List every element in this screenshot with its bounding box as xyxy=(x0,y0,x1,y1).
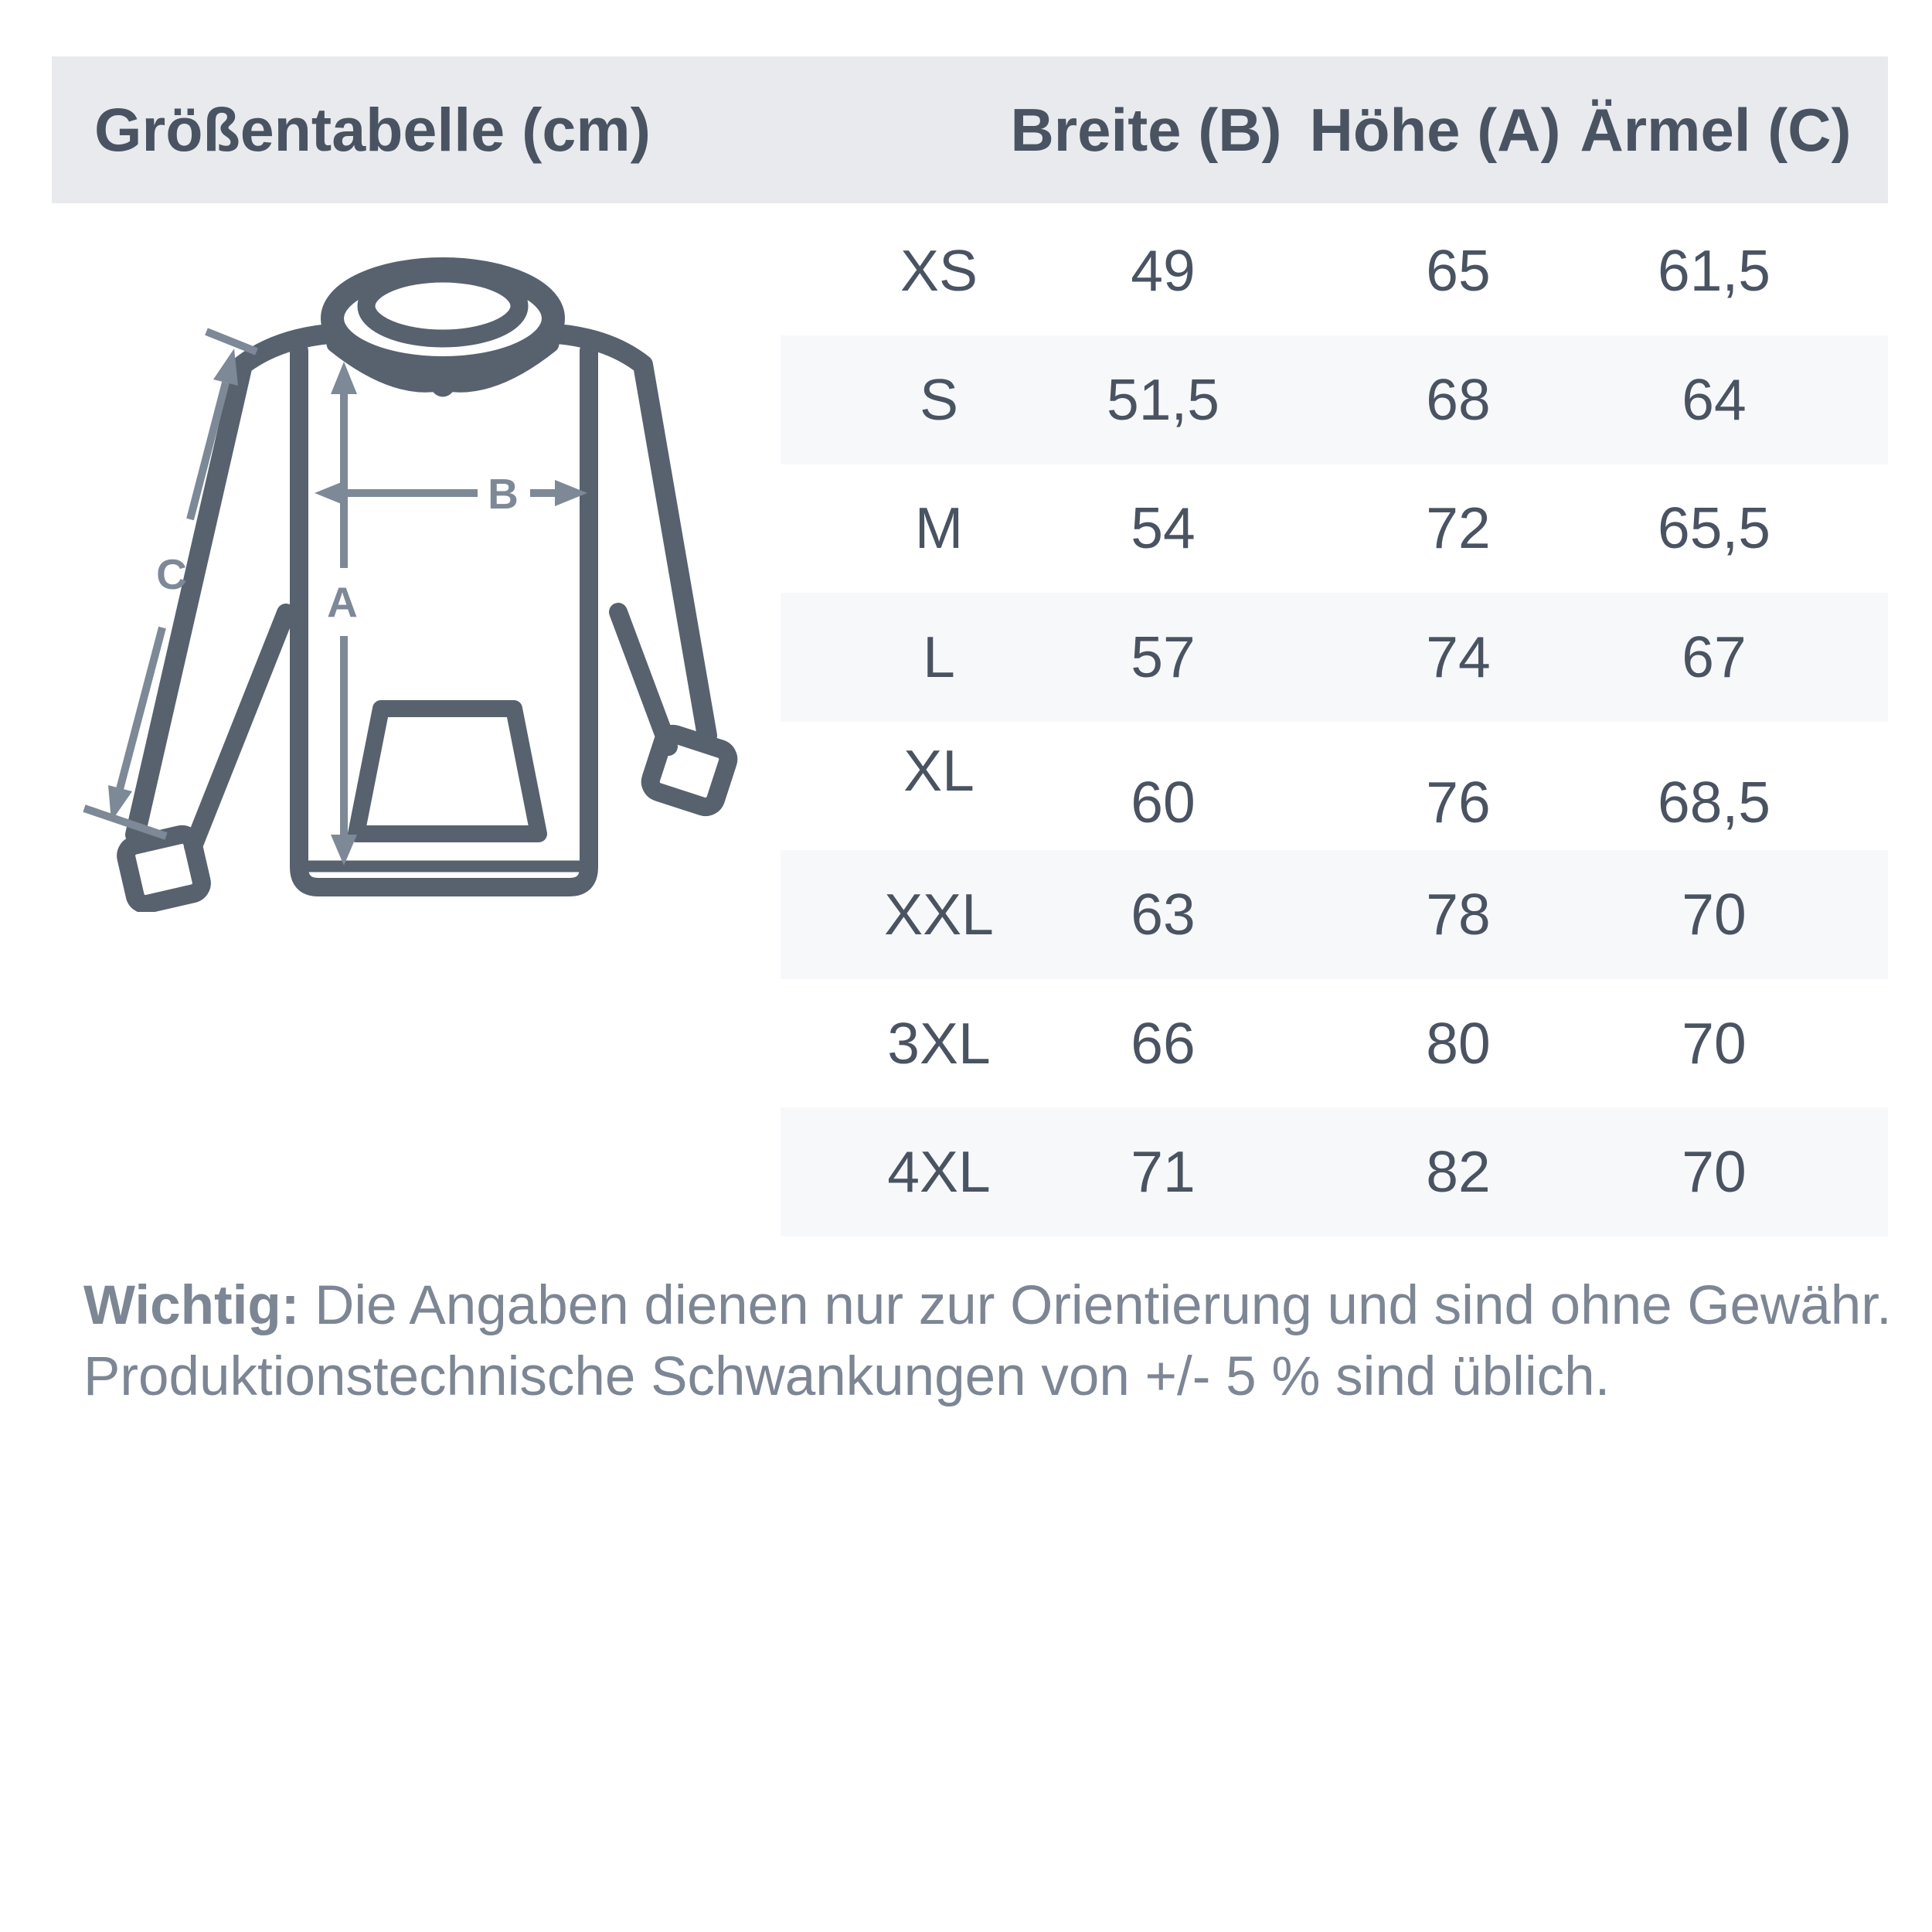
hoodie-outline xyxy=(124,269,731,906)
pocket-outline xyxy=(356,709,539,834)
table-row xyxy=(781,593,1888,722)
measure-arrow-b xyxy=(315,480,587,506)
hoehe-value: 82 xyxy=(1426,1139,1491,1204)
page-title: Größentabelle (cm) xyxy=(94,95,651,164)
aermel-value: 70 xyxy=(1682,1139,1747,1204)
hoehe-value: 76 xyxy=(1426,770,1491,835)
size-label: S xyxy=(919,367,959,432)
hoehe-value: 72 xyxy=(1426,495,1491,560)
hoodie-diagram-svg xyxy=(46,216,819,912)
table-row xyxy=(781,721,1888,850)
aermel-value: 68,5 xyxy=(1658,770,1770,835)
table-row xyxy=(781,979,1888,1108)
hoodie-measurement-diagram xyxy=(46,216,819,912)
measure-label-b: B xyxy=(488,470,519,518)
measure-label-a: A xyxy=(327,578,358,626)
left-cuff xyxy=(124,832,203,906)
hoehe-value: 65 xyxy=(1426,238,1491,303)
size-table xyxy=(781,206,1888,1236)
aermel-value: 70 xyxy=(1682,1011,1747,1076)
size-label: XL xyxy=(903,738,975,803)
column-header-hoehe: Höhe (A) xyxy=(1309,96,1561,164)
aermel-value: 67 xyxy=(1682,624,1747,689)
aermel-value: 65,5 xyxy=(1658,495,1770,560)
disclaimer-text-2: Produktionstechnische Schwankungen von +/- 5 % sind üblich. xyxy=(83,1346,1611,1407)
size-label: 4XL xyxy=(887,1139,991,1204)
breite-value: 71 xyxy=(1131,1139,1196,1204)
table-row xyxy=(781,850,1888,979)
column-header-aermel: Ärmel (C) xyxy=(1580,96,1852,164)
right-shoulder-sleeve-outline xyxy=(547,333,707,736)
right-cuff xyxy=(648,731,731,809)
disclaimer-bold-prefix: Wichtig: xyxy=(83,1275,300,1336)
size-label: XS xyxy=(900,238,978,303)
aermel-value: 61,5 xyxy=(1658,238,1770,303)
left-sleeve-inner-outline xyxy=(193,613,286,846)
disclaimer-line-2 xyxy=(83,1338,1610,1416)
measurement-arrows xyxy=(84,332,587,866)
measure-label-c: C xyxy=(156,550,187,598)
right-sleeve-inner-outline xyxy=(618,612,668,747)
breite-value: 63 xyxy=(1131,882,1196,947)
breite-value: 57 xyxy=(1131,624,1196,689)
size-label: M xyxy=(914,495,964,560)
size-label: XXL xyxy=(884,882,994,947)
breite-value: 54 xyxy=(1131,495,1196,560)
table-row xyxy=(781,1107,1888,1236)
disclaimer-line-1 xyxy=(83,1267,1892,1345)
table-row xyxy=(781,206,1888,335)
hoehe-value: 80 xyxy=(1426,1011,1491,1076)
hoehe-value: 78 xyxy=(1426,882,1491,947)
table-row xyxy=(781,464,1888,593)
breite-value: 51,5 xyxy=(1107,367,1219,432)
size-chart-header xyxy=(52,56,1888,203)
hoehe-value: 74 xyxy=(1426,624,1491,689)
disclaimer-text-1: Die Angaben dienen nur zur Orientierung und sind ohne Gewähr. xyxy=(299,1275,1892,1336)
aermel-value: 70 xyxy=(1682,882,1747,947)
column-header-breite: Breite (B) xyxy=(1010,96,1282,164)
hoehe-value: 68 xyxy=(1426,367,1491,432)
size-label: L xyxy=(923,624,955,689)
hood-face-opening xyxy=(366,274,519,338)
size-label: 3XL xyxy=(887,1011,991,1076)
breite-value: 49 xyxy=(1131,238,1196,303)
breite-value: 66 xyxy=(1131,1011,1196,1076)
aermel-value: 64 xyxy=(1682,367,1747,432)
table-row xyxy=(781,335,1888,464)
breite-value: 60 xyxy=(1131,770,1196,835)
